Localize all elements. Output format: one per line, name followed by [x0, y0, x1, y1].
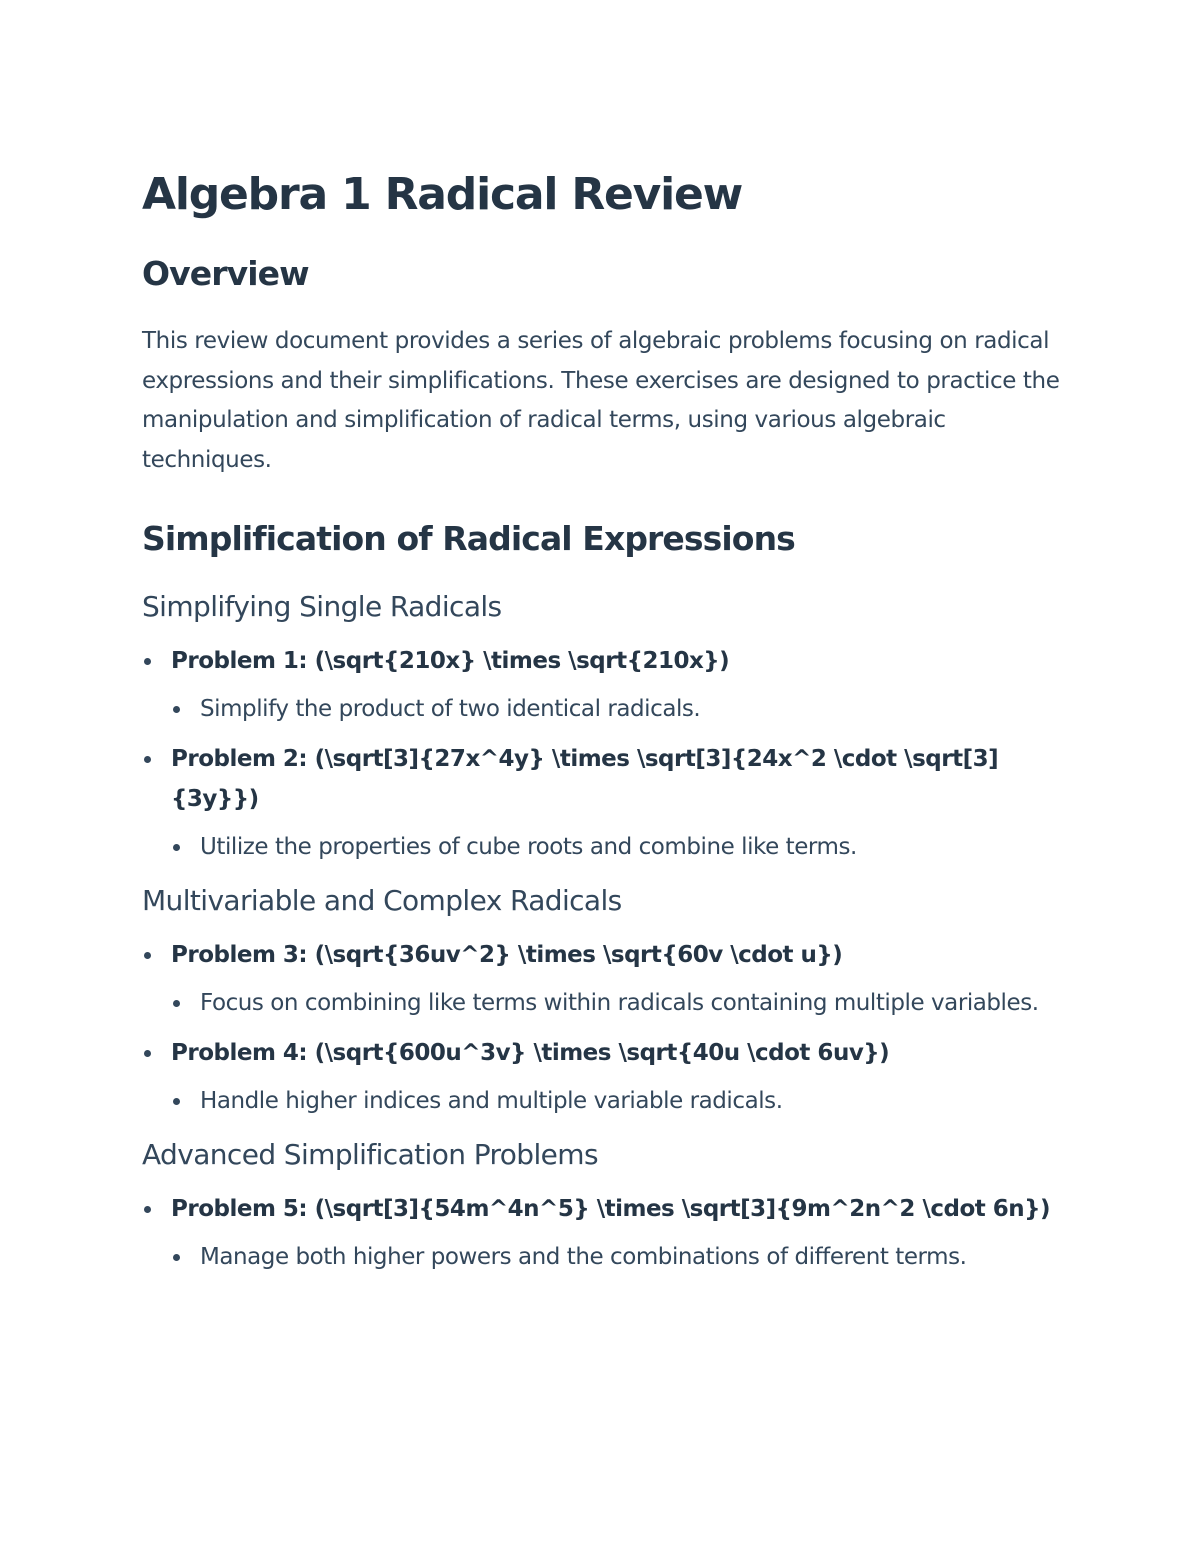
overview-paragraph: This review document provides a series of algebraic problems focusing on radical expressions and their simplifications. These exercises are designed to practice the manipulation and simplification of radical terms, using various algebraic techniques. [142, 328, 1060, 474]
bullet-icon [144, 1050, 151, 1057]
problem-statement: Problem 1: (\sqrt{210x} \times \sqrt{210x}) [171, 647, 730, 674]
problem-statement: Problem 2: (\sqrt[3]{27x^4y} \times \sqrt[3]{24x^2 \cdot \sqrt[3]{3y}}) [171, 745, 999, 812]
bullet-icon [144, 756, 151, 763]
note-text: Focus on combining like terms within radicals containing multiple variables. [200, 989, 1039, 1016]
problem-statement: Problem 4: (\sqrt{600u^3v} \times \sqrt{40u \cdot 6uv}) [171, 1039, 890, 1066]
bullet-icon [173, 1000, 180, 1007]
bullet-icon [173, 844, 180, 851]
problem-item [142, 641, 1062, 729]
bullet-icon [144, 1206, 151, 1213]
section-heading: Simplification of Radical Expressions [142, 518, 795, 558]
note-list [171, 1081, 1062, 1121]
note-item [171, 827, 1062, 867]
bullet-icon [144, 952, 151, 959]
problem-statement: Problem 5: (\sqrt[3]{54m^4n^5} \times \sqrt[3]{9m^2n^2 \cdot 6n}) [171, 1195, 1051, 1222]
problem-list [142, 935, 1062, 1121]
document-page [142, 160, 1062, 1287]
problem-statement: Problem 3: (\sqrt{36uv^2} \times \sqrt{60v \cdot u}) [171, 941, 843, 968]
note-item [171, 1237, 1062, 1277]
problem-list [142, 641, 1062, 867]
bullet-icon [144, 658, 151, 665]
note-list [171, 827, 1062, 867]
note-item [171, 983, 1062, 1023]
note-list [171, 689, 1062, 729]
problem-list [142, 1189, 1062, 1277]
note-item [171, 1081, 1062, 1121]
document-title: Algebra 1 Radical Review [142, 169, 743, 220]
note-text: Handle higher indices and multiple variable radicals. [200, 1087, 783, 1114]
bullet-icon [173, 1254, 180, 1261]
problem-item [142, 1033, 1062, 1121]
note-text: Utilize the properties of cube roots and combine like terms. [200, 833, 857, 860]
note-item [171, 689, 1062, 729]
bullet-icon [173, 706, 180, 713]
subsection-heading: Simplifying Single Radicals [142, 589, 502, 623]
bullet-icon [173, 1098, 180, 1105]
problem-item [142, 739, 1062, 867]
note-text: Simplify the product of two identical radicals. [200, 695, 701, 722]
note-text: Manage both higher powers and the combinations of different terms. [200, 1243, 967, 1270]
note-list [171, 983, 1062, 1023]
subsection-heading: Advanced Simplification Problems [142, 1137, 598, 1171]
note-list [171, 1237, 1062, 1277]
problem-item [142, 935, 1062, 1023]
overview-heading: Overview [142, 254, 309, 293]
problem-item [142, 1189, 1062, 1277]
subsection-heading: Multivariable and Complex Radicals [142, 883, 622, 917]
